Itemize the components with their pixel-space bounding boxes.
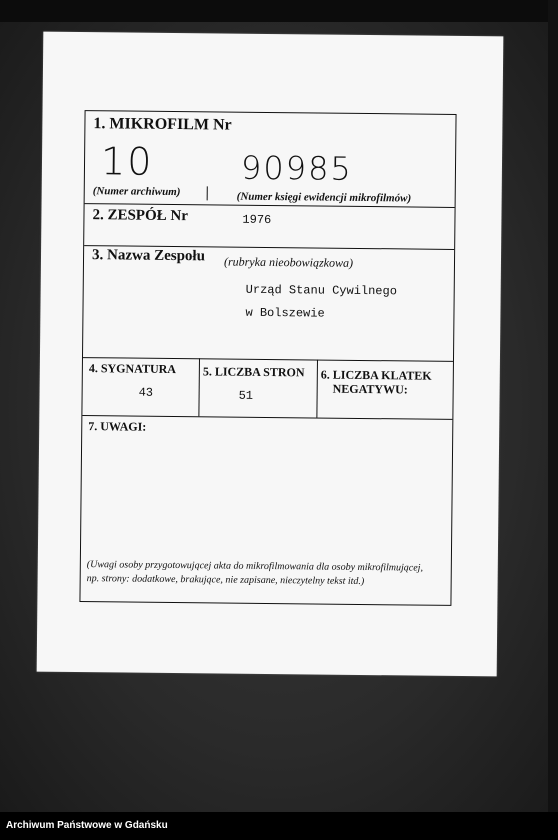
archive-number: 10 — [100, 139, 154, 184]
field7-label: 7. UWAGI: — [88, 419, 147, 434]
microfilm-form — [79, 110, 456, 606]
field1-label: 1. MIKROFILM Nr — [93, 115, 232, 134]
fond-number: 1976 — [242, 212, 272, 228]
caption-divider — [207, 186, 208, 200]
film-edge-right — [548, 0, 558, 812]
remarks-note-line1: (Uwagi osoby przygotowującej akta do mikrofilmowania dla osoby mikrofilmującej, — [86, 559, 424, 574]
field5-label: 5. LICZBA STRON — [202, 364, 305, 380]
register-number: 90985 — [240, 148, 353, 188]
pages-value: 51 — [238, 388, 254, 403]
field2-label: 2. ZESPÓŁ Nr — [92, 207, 189, 225]
remarks-note-line2: np. strony: dodatkowe, brakujące, nie zapisane, nieczytelny tekst itd.) — [86, 573, 365, 588]
register-number-caption: (Numer księgi ewidencji mikrofilmów) — [236, 190, 412, 205]
cell-divider-2 — [316, 360, 318, 418]
signature-value: 43 — [138, 385, 154, 400]
cell-divider-1 — [198, 358, 200, 416]
field4-label: 4. SYGNATURA — [88, 361, 177, 377]
archive-number-caption: (Numer archiwum) — [92, 185, 181, 199]
film-edge-top — [0, 0, 558, 22]
field3-label: 3. Nazwa Zespołu — [91, 247, 206, 265]
fond-name-line2: w Bolszewie — [245, 305, 325, 321]
field3-note: (rubryka nieobowiązkowa) — [223, 254, 354, 270]
fond-name-line1: Urząd Stanu Cywilnego — [245, 282, 398, 299]
field6-label-line2: NEGATYWU: — [332, 381, 408, 397]
field6-label-line1: 6. LICZBA KLATEK — [320, 367, 432, 383]
archive-footer: Archiwum Państwowe w Gdańsku — [6, 820, 168, 831]
